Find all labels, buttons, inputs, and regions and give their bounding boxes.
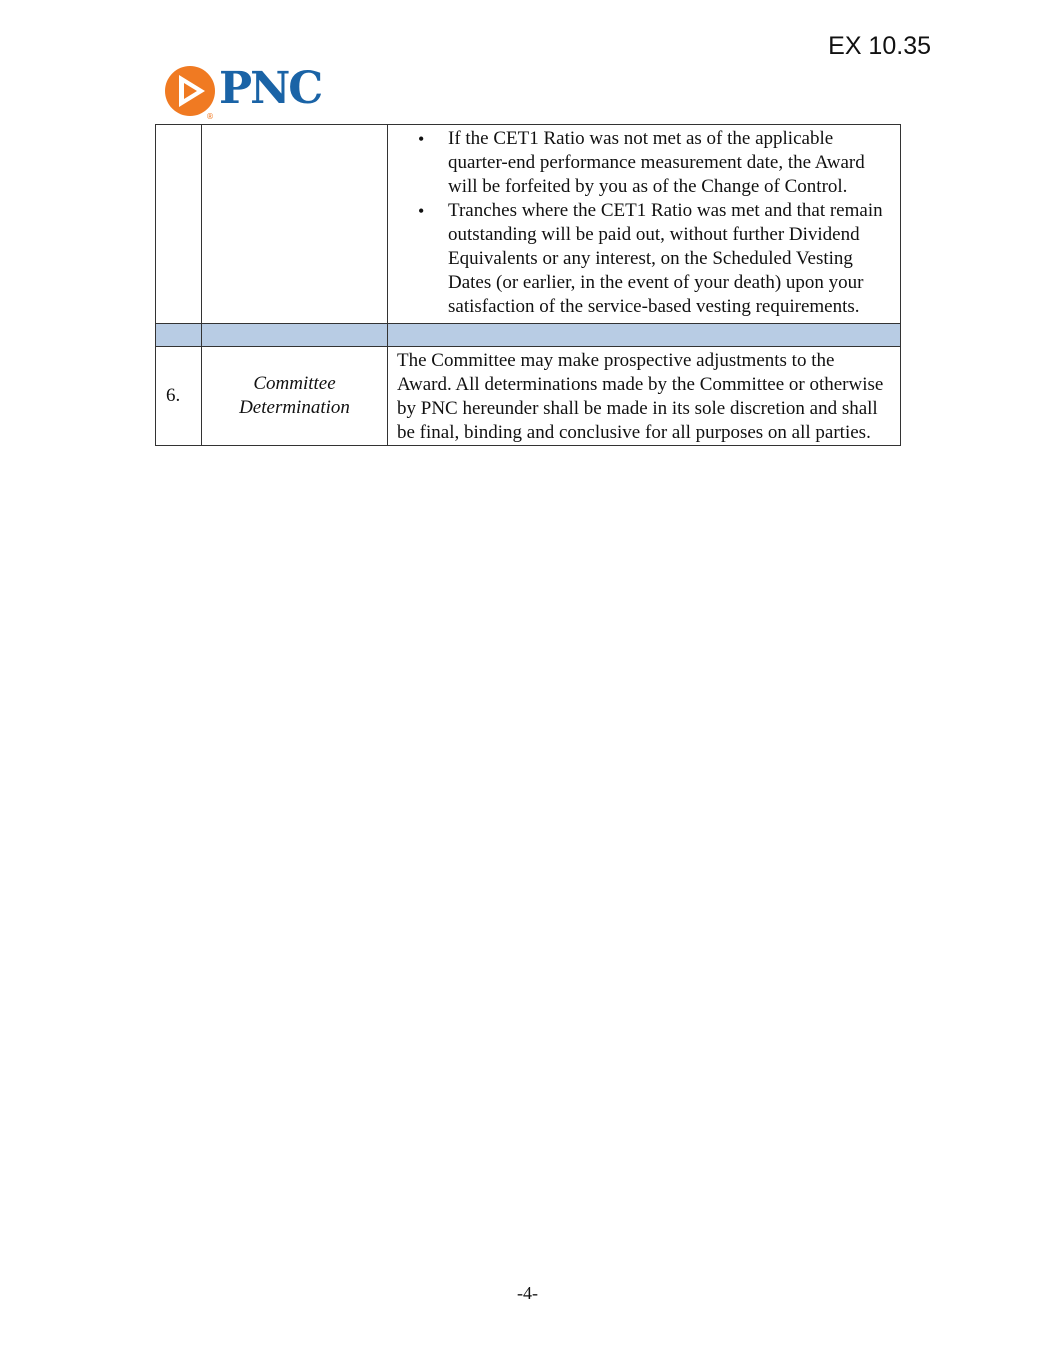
number-cell-empty [156, 125, 202, 324]
pnc-triangle-icon [165, 66, 217, 120]
spacer-cell [388, 324, 901, 347]
exhibit-label: EX 10.35 [828, 32, 931, 60]
terms-table [155, 124, 901, 446]
row-body: The Committee may make prospective adjustments to the Award. All determinations made by the Committee or otherwise by PNC hereunder shall be made in its sole discretion and shall be final, binding and conclusive for all purposes on all parties. [388, 347, 901, 446]
page-number: -4- [517, 1283, 538, 1303]
row-title [202, 347, 388, 446]
continuation-cell [388, 125, 901, 324]
table-row-continuation [156, 125, 901, 324]
pnc-logo [165, 63, 340, 120]
spacer-cell [202, 324, 388, 347]
row-title-line2: Determination [239, 397, 350, 418]
spacer-cell [156, 324, 202, 347]
row-title-line1: Committee [253, 373, 336, 394]
row-number: 6. [156, 347, 202, 446]
bullet-tranches-paid-out: • Tranches where the CET1 Ratio was met and that remain outstanding will be paid out, without further Dividend Equivalents or any interest, on the Scheduled Vesting Dates (or earlier, in the event of your death) upon your satisfaction of the service-based vesting requirements. [448, 199, 892, 319]
continuation-bullet-list [388, 125, 900, 323]
pnc-wordmark: PNC [219, 63, 322, 114]
table-row-committee-determination [156, 347, 901, 446]
svg-text:®: ® [206, 112, 214, 120]
bullet-cet1-not-met: • If the CET1 Ratio was not met as of the applicable quarter-end performance measurement date, the Award will be forfeited by you as of the Change of Control. [448, 127, 892, 199]
title-cell-empty [202, 125, 388, 324]
table-row-spacer [156, 324, 901, 347]
